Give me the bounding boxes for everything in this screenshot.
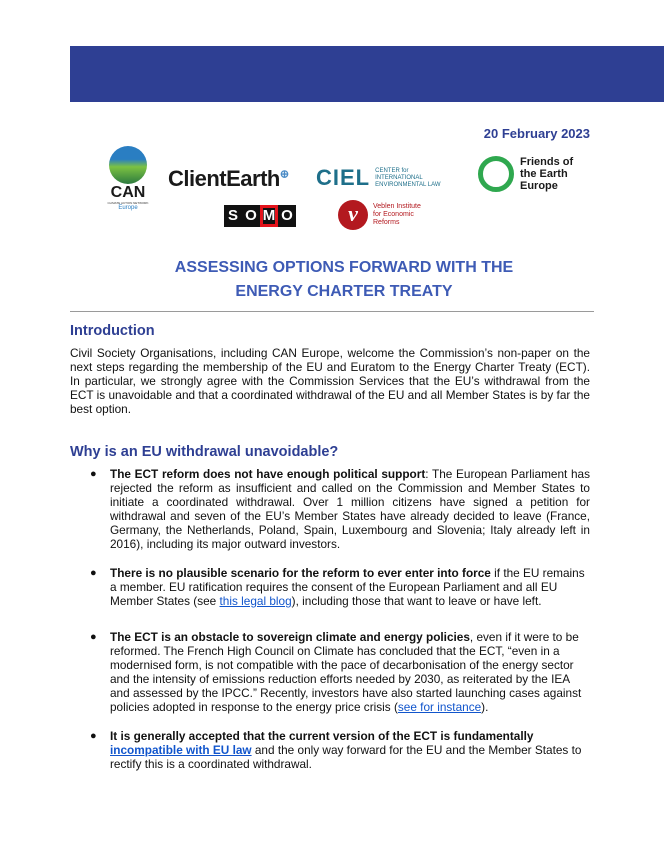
can-logo-subtitle: CLIMATE ACTION NETWORK	[107, 201, 149, 205]
veblen-logo-line3: Reforms	[373, 219, 400, 226]
clientearth-logo	[168, 166, 289, 192]
bullet-bold-text: It is generally accepted that the current version of the ECT is fundamentally	[110, 729, 534, 743]
introduction-paragraph: Civil Society Organisations, including CAN Europe, welcome the Commission’s non-paper on the next steps regarding the membership of the EU and Euratom to the Energy Charter Treaty (ECT). In particular, we strongly agree with the Commission Services that the EU’s withdrawal from the ECT is unavoidable and that a coordinated withdrawal of the EU and all Member States is by far the best option.	[70, 346, 590, 416]
list-item	[90, 729, 590, 771]
bullet-text: ).	[481, 700, 489, 714]
bullet-icon: ●	[90, 468, 97, 480]
list-item	[90, 630, 590, 714]
bullet-bold-text: The ECT reform does not have enough political support	[110, 467, 426, 481]
bullet-text: : The European Parliament has rejected the reform as insufficient and called on the Commission and Member States to initiate a coordinated withdrawal. Over 1 million citizens have signed a petition for withdrawal and seven of the EU’s Member States have already decided to leave (France, Germany, the Netherlands, Poland, Spain, Luxembourg and Slovenia; Italy already left in 2016), including its major outward investors.	[110, 467, 590, 551]
ciel-logo	[316, 164, 455, 192]
bullet-bold-text: There is no plausible scenario for the reform to ever enter into force	[110, 566, 491, 580]
foe-logo-line3: Europe	[520, 180, 558, 192]
document-date: 20 February 2023	[483, 126, 590, 141]
can-logo-name: CAN	[110, 184, 146, 201]
veblen-mark-icon: v	[338, 200, 368, 230]
bullet-icon: ●	[90, 567, 97, 579]
document-title-line2: ENERGY CHARTER TREATY	[235, 283, 453, 300]
bullet-icon: ●	[90, 631, 97, 643]
ciel-logo-subtitle	[375, 168, 455, 189]
header-band	[70, 46, 664, 102]
ciel-logo-name: CIEL	[316, 165, 371, 190]
introduction-heading: Introduction	[70, 323, 155, 339]
title-divider	[70, 311, 594, 312]
veblen-logo-line1: Veblen Institute	[373, 203, 421, 210]
list-item	[90, 566, 590, 608]
bullet-text: , even if it were to be reformed. The French High Council on Climate has concluded that the ECT, “even in a modernised form, is not compatible with the pace of decarbonisation of the energy sector and the intensity of emissions reduction efforts needed by 2030, as reiterated by the IEA and assessed by the IPCC.” Recently, investors have also started launching cases against policies adopted in response to the energy price crisis (	[110, 630, 582, 714]
can-logo-region: Europe	[118, 205, 138, 211]
bullet-bold-text: The ECT is an obstacle to sovereign climate and energy policies	[110, 630, 470, 644]
globe-icon	[109, 146, 147, 184]
somo-letter: M	[260, 205, 278, 227]
somo-letter: O	[278, 205, 296, 227]
legal-blog-link[interactable]: this legal blog	[219, 594, 292, 608]
see-for-instance-link[interactable]: see for instance	[397, 700, 482, 714]
bullet-text: ), including those that want to leave or have left.	[291, 594, 542, 608]
document-title-line1: ASSESSING OPTIONS FORWARD WITH THE	[174, 259, 514, 276]
veblen-logo-text	[373, 203, 421, 227]
ring-icon	[478, 156, 514, 192]
friends-of-the-earth-logo	[478, 156, 573, 192]
somo-logo	[224, 205, 296, 229]
ciel-logo-line2: ENVIRONMENTAL LAW	[375, 181, 441, 188]
foe-logo-line1: Friends of	[520, 156, 574, 168]
veblen-institute-logo	[338, 200, 421, 230]
globe-icon: ⊕	[279, 168, 289, 181]
clientearth-logo-name: ClientEarth	[168, 166, 280, 191]
incompatible-eu-law-link[interactable]: incompatible with EU law	[110, 743, 252, 757]
ciel-logo-line1: CENTER for INTERNATIONAL	[375, 167, 423, 181]
document-title	[70, 256, 618, 304]
list-item	[90, 467, 590, 551]
withdrawal-heading: Why is an EU withdrawal unavoidable?	[70, 444, 339, 460]
foe-logo-line2: the Earth	[520, 168, 568, 180]
can-europe-logo	[102, 146, 154, 210]
veblen-logo-line2: for Economic	[373, 211, 414, 218]
bullet-text: if the EU remains a member. EU ratification requires the consent of the European Parliament and all EU Member States (see	[110, 566, 585, 608]
bullet-text: and the only way forward for the EU and the Member States to rectify this is a coordinated withdrawal.	[110, 743, 582, 771]
somo-letter: O	[242, 205, 260, 227]
bullet-icon: ●	[90, 730, 97, 742]
foe-logo-text	[520, 156, 573, 192]
somo-letter: S	[224, 205, 242, 227]
